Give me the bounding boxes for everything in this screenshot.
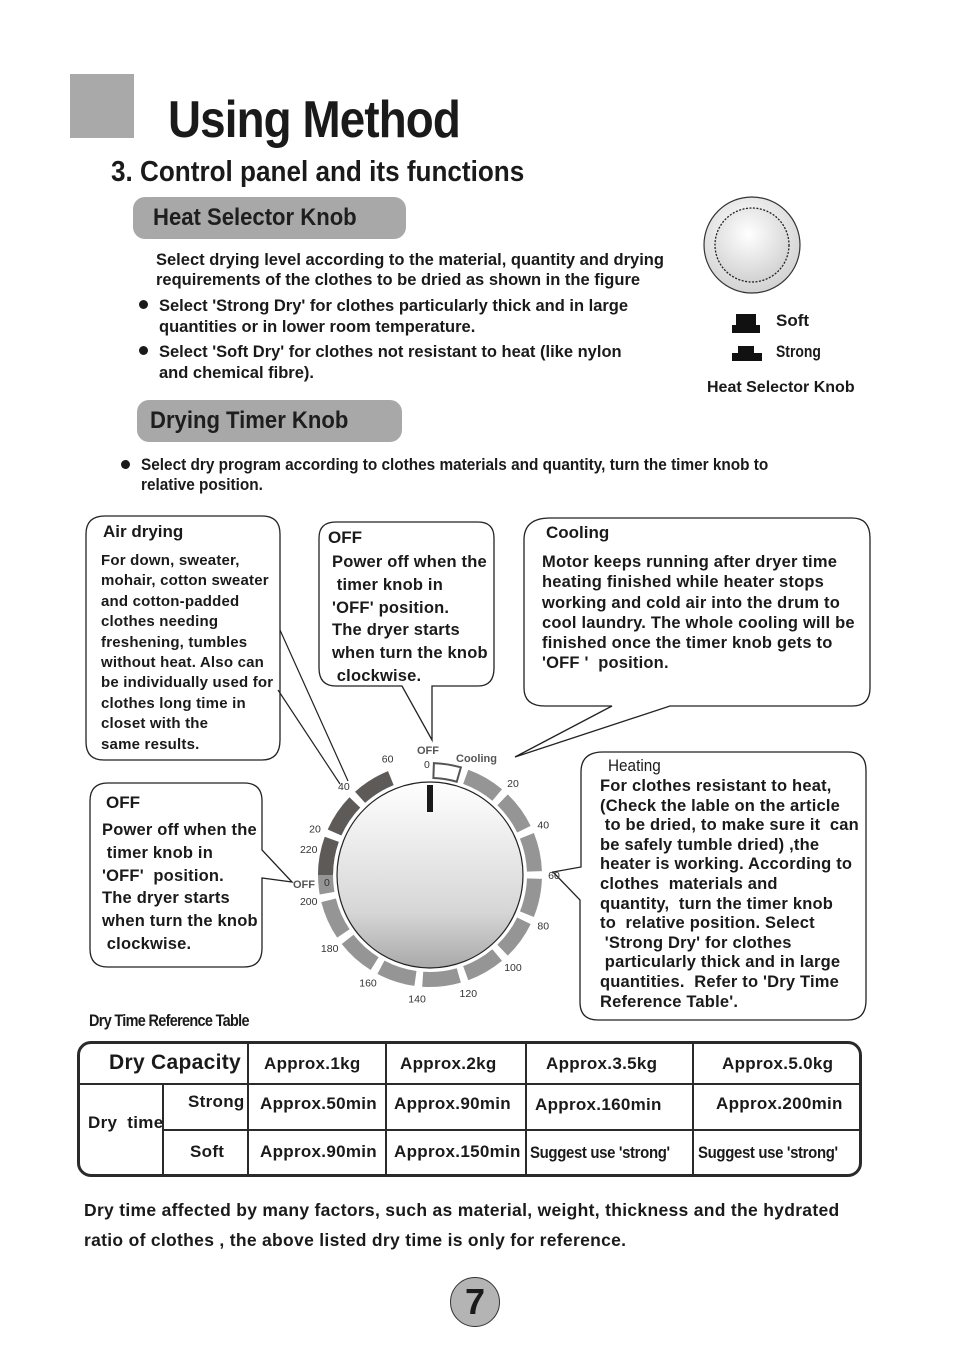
callout-line: quantity, turn the timer knob (600, 894, 834, 913)
svg-text:OFF: OFF (293, 879, 315, 891)
off-left-text (102, 819, 258, 956)
callout-line: 'OFF ' position. (542, 654, 669, 673)
table-divider (163, 1129, 860, 1131)
svg-text:OFF: OFF (417, 745, 439, 757)
svg-text:140: 140 (408, 993, 426, 1006)
callout-line: to be dried, to make sure it can (600, 816, 859, 835)
page-title: Using Method (168, 91, 460, 149)
table-divider (79, 1083, 860, 1085)
callout-line: The dryer starts (102, 889, 230, 908)
table-row-mode-strong: Strong (188, 1092, 245, 1111)
svg-text:60: 60 (381, 753, 394, 766)
bullet-line: relative position. (141, 476, 263, 494)
off-left-title: OFF (106, 793, 140, 812)
callout-line: Power off when the (102, 821, 257, 839)
svg-text:40: 40 (537, 819, 550, 832)
timer-dial-icon (280, 730, 580, 1020)
callout-line: without heat. Also can (101, 654, 265, 672)
table-cell: Approx.50min (260, 1094, 377, 1113)
callout-line: timer knob in (102, 843, 213, 862)
table-cell: Suggest use 'strong' (698, 1143, 838, 1162)
callout-line: finished once the timer knob gets to (542, 634, 833, 653)
svg-text:120: 120 (459, 987, 478, 1000)
callout-line: heater is working. According to (600, 855, 853, 874)
callout-line: working and cold air into the drum to (542, 593, 840, 612)
callout-line: clothes needing (101, 613, 219, 631)
cooling-title: Cooling (546, 523, 610, 542)
callout-line: quantities. Refer to 'Dry Time (600, 972, 840, 991)
callout-line: The dryer starts (332, 621, 460, 640)
air-drying-title: Air drying (103, 522, 184, 541)
callout-line: clockwise. (332, 666, 422, 685)
table-cell: Suggest use 'strong' (530, 1143, 670, 1162)
off-top-title: OFF (328, 528, 362, 547)
bullet-line: Select 'Strong Dry' for clothes particularly thick and in large (159, 297, 629, 315)
table-cell: Approx.90min (394, 1094, 511, 1113)
svg-text:60: 60 (548, 870, 560, 882)
table-cell: Approx.90min (260, 1142, 377, 1161)
heating-title: Heating (608, 756, 661, 775)
callout-line: Power off when the (332, 553, 487, 571)
callout-line: same results. (101, 735, 200, 753)
callout-line: clockwise. (102, 934, 192, 953)
page-number (450, 1277, 500, 1327)
table-cell: Approx.160min (535, 1095, 662, 1114)
table-row-mode-soft: Soft (190, 1142, 225, 1161)
air-drying-text (101, 551, 273, 755)
table-header-capacity: Approx.5.0kg (722, 1054, 834, 1073)
callout-line: Reference Table'. (600, 992, 739, 1011)
callout-line: cool laundry. The whole cooling will be (542, 613, 855, 632)
intro-line: Select drying level according to the material, quantity and drying (156, 251, 664, 269)
svg-text:200: 200 (299, 895, 318, 908)
callout-line: when turn the knob (332, 644, 488, 663)
bullet-line: quantities or in lower room temperature. (159, 318, 476, 336)
drying-timer-heading-text: Drying Timer Knob (150, 407, 349, 434)
callout-line: clothes long time in (101, 694, 246, 712)
table-header-capacity: Approx.2kg (400, 1054, 497, 1073)
svg-text:20: 20 (309, 823, 321, 836)
heat-selector-heading-text: Heat Selector Knob (153, 204, 357, 231)
callout-line: 'Strong Dry' for clothes (600, 933, 792, 952)
footer-note-line: Dry time affected by many factors, such as material, weight, thickness and the hydrated (84, 1200, 840, 1220)
off-top-text (332, 551, 488, 688)
callout-line: For down, sweater, (101, 552, 240, 569)
callout-line: closet with the (101, 715, 209, 733)
svg-text:0: 0 (324, 877, 330, 889)
table-divider (247, 1043, 249, 1175)
svg-text:Cooling: Cooling (456, 753, 497, 765)
bullet-line: and chemical fibre). (159, 364, 314, 382)
callout-line: clothes materials and (600, 874, 778, 893)
footer-note-line: ratio of clothes , the above listed dry time is only for reference. (84, 1230, 627, 1250)
table-cell: Approx.150min (394, 1142, 521, 1161)
callout-line: and cotton-padded (101, 592, 240, 610)
svg-text:100: 100 (504, 962, 522, 975)
reference-table-caption: Dry Time Reference Table (89, 1011, 249, 1030)
heating-text (600, 777, 859, 1012)
callout-line: 'OFF' position. (102, 866, 224, 885)
table-cell: Approx.200min (716, 1094, 843, 1113)
cooling-text (542, 552, 855, 674)
svg-text:80: 80 (537, 920, 550, 933)
bullet-line: Select 'Soft Dry' for clothes not resistant to heat (like nylon (159, 343, 622, 361)
callout-line: For clothes resistant to heat, (600, 777, 832, 795)
callout-line: (Check the lable on the article (600, 796, 841, 815)
svg-text:180: 180 (320, 942, 339, 955)
callout-line: to relative position. Select (600, 914, 815, 933)
callout-line: particularly thick and in large (600, 953, 841, 972)
soft-label: Soft (776, 311, 810, 330)
svg-text:220: 220 (299, 844, 318, 857)
callout-line: heating finished while heater stops (542, 573, 825, 592)
table-row-group-dry-time: Dry time (88, 1113, 164, 1132)
callout-line: when turn the knob (102, 912, 258, 931)
table-divider (692, 1043, 694, 1175)
callout-line: be safely tumble dried) ,the (600, 835, 820, 854)
table-header-dry-capacity: Dry Capacity (109, 1051, 241, 1074)
table-header-capacity: Approx.3.5kg (546, 1054, 658, 1073)
intro-line: requirements of the clothes to be dried as shown in the figure (156, 271, 641, 289)
svg-text:0: 0 (424, 759, 430, 771)
callout-line: mohair, cotton sweater (101, 572, 269, 590)
table-divider (385, 1043, 387, 1175)
svg-text:40: 40 (338, 780, 350, 793)
callout-line: freshening, tumbles (101, 633, 248, 651)
svg-text:20: 20 (507, 777, 519, 790)
callout-line: timer knob in (332, 575, 443, 594)
heat-selector-caption: Heat Selector Knob (707, 379, 855, 396)
dial-pointer (427, 785, 433, 812)
bullet-line: Select dry program according to clothes materials and quantity, turn the timer knob to (141, 456, 769, 474)
strong-label: Strong (776, 342, 821, 361)
table-divider (525, 1043, 527, 1175)
page-number-text: 7 (464, 1281, 486, 1322)
callout-line: Motor keeps running after dryer time (542, 553, 838, 571)
svg-text:160: 160 (359, 977, 377, 990)
table-header-capacity: Approx.1kg (264, 1054, 361, 1073)
callout-line: be individually used for (101, 674, 274, 692)
section-title: 3. Control panel and its functions (111, 156, 525, 188)
callout-line: 'OFF' position. (332, 598, 450, 617)
